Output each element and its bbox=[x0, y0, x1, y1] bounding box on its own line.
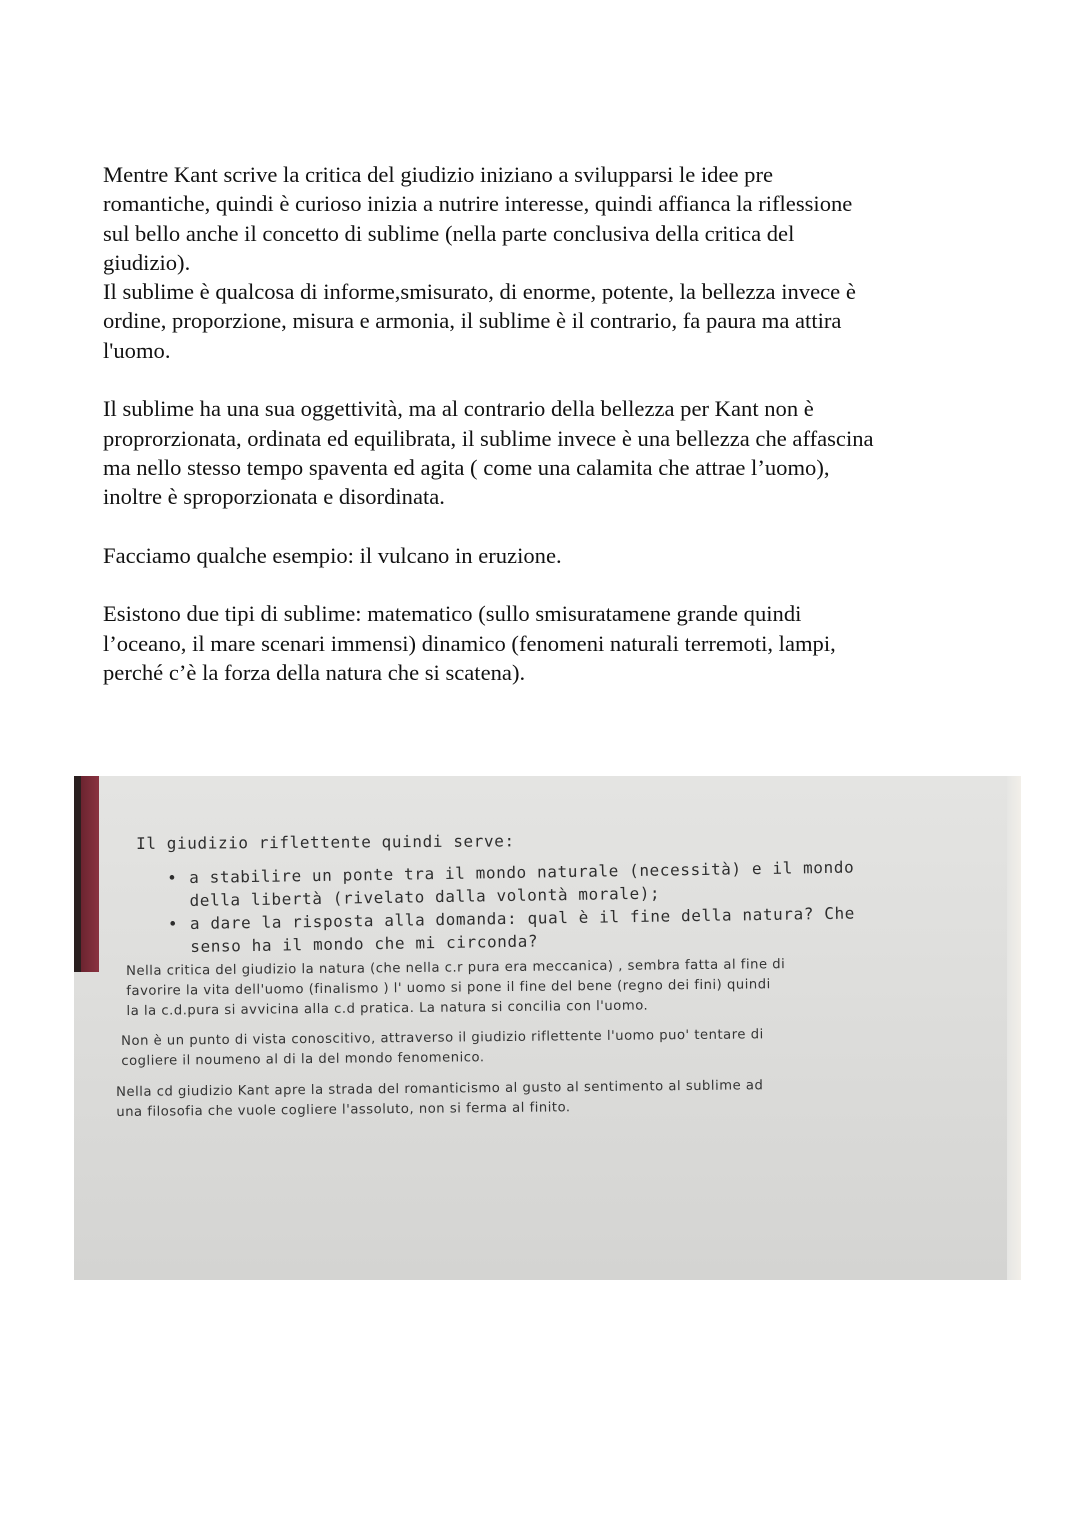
paragraph-line: Mentre Kant scrive la critica del giudizio iniziano a svilupparsi le idee pre bbox=[103, 162, 774, 187]
photo-of-printed-notes bbox=[74, 776, 1021, 1280]
paragraph-line: Facciamo qualche esempio: il vulcano in eruzione. bbox=[103, 542, 562, 568]
bullet-line: a stabilire un ponte tra il mondo naturale (necessità) e il mondo bbox=[189, 857, 855, 887]
photo-edge-shadow bbox=[74, 776, 81, 972]
note-line: la la c.d.pura si avvicina alla c.d pratica. La natura si concilia con l'uomo. bbox=[126, 998, 649, 1019]
photo-note-2 bbox=[121, 1025, 764, 1072]
typed-notes bbox=[103, 160, 983, 687]
photo-bullet-list bbox=[167, 856, 856, 958]
bullet-line: senso ha il mondo che mi circonda? bbox=[190, 931, 539, 956]
paragraph-line: inoltre è sproporzionata e disordinata. bbox=[103, 484, 445, 510]
photo-note-1 bbox=[126, 955, 786, 1022]
note-line: Nella cd giudizio Kant apre la strada del romanticismo al gusto al sentimento al sublime ad bbox=[116, 1078, 764, 1100]
paragraph-line: ordine, proporzione, misura e armonia, il sublime è il contrario, fa paura ma attira bbox=[103, 308, 842, 334]
bullet-line: della libertà (rivelato dalla volontà morale); bbox=[189, 883, 661, 910]
paragraph-line: l'uomo. bbox=[103, 337, 171, 363]
note-line: una filosofia che vuole cogliere l'assoluto, non si ferma al finito. bbox=[116, 1100, 571, 1120]
bullet-marker: • bbox=[167, 914, 179, 934]
bullet-line: a dare la risposta alla domanda: qual è il fine della natura? Che bbox=[189, 903, 856, 933]
paragraph-line: proprorzionata, ordinata ed equilibrata, il sublime invece è una bellezza che affascina bbox=[103, 425, 874, 451]
paragraph-line: l’oceano, il mare scenari immensi) dinamico (fenomeni naturali terremoti, lampi, bbox=[103, 630, 836, 656]
paragraph-line: giudizio). bbox=[103, 249, 191, 275]
note-line: favorire la vita dell'uomo (finalismo ) l' uomo si pone il fine del bene (regno dei fini) quindi bbox=[126, 977, 771, 999]
paragraph-line: ma nello stesso tempo spaventa ed agita ( come una calamita che attrae l’uomo), bbox=[103, 454, 830, 480]
photo-edge-binder bbox=[81, 776, 99, 972]
photo-heading: Il giudizio riflettente quindi serve: bbox=[136, 831, 515, 853]
paragraph-line: Esistono due tipi di sublime: matematico (sullo smisuratamene grande quindi bbox=[103, 601, 802, 627]
paragraph-line: romantiche, quindi è curioso inizia a nutrire interesse, quindi affianca la riflessione bbox=[103, 191, 853, 217]
note-line: Non è un punto di vista conoscitivo, attraverso il giudizio riflettente l'uomo puo' tentare di bbox=[121, 1027, 764, 1049]
paragraph-line: Il sublime ha una sua oggettività, ma al contrario della bellezza per Kant non è bbox=[103, 396, 814, 422]
paragraph-line: perché c’è la forza della natura che si scatena). bbox=[103, 660, 526, 686]
bullet-item bbox=[167, 902, 856, 958]
note-line: cogliere il noumeno al di la del mondo fenomenico. bbox=[121, 1050, 485, 1069]
paragraph-line: sul bello anche il concetto di sublime (nella parte conclusiva della critica del bbox=[103, 220, 795, 246]
photo-edge-table bbox=[1007, 776, 1021, 1280]
bullet-marker: • bbox=[167, 868, 178, 888]
paragraph-line: Il sublime è qualcosa di informe,smisurato, di enorme, potente, la bellezza invece è bbox=[103, 279, 856, 305]
note-line: Nella critica del giudizio la natura (che nella c.r pura era meccanica) , sembra fatta al fine di bbox=[126, 957, 786, 979]
photo-note-3 bbox=[116, 1076, 764, 1123]
